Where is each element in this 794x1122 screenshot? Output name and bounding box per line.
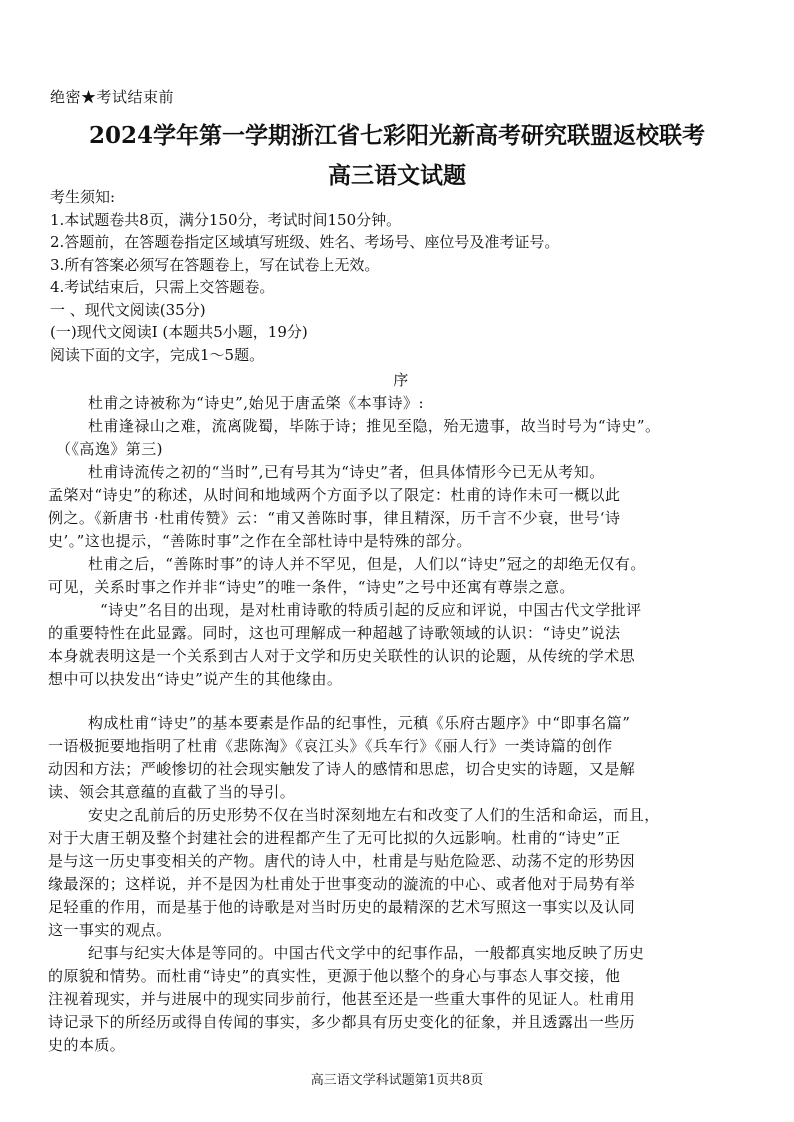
essay-line: “诗史”名目的出现，是对杜甫诗歌的特质引起的反应和评说，中国古代文学批评 — [100, 601, 642, 619]
essay-line: 杜甫逢禄山之难，流离陇蜀，毕陈于诗；推见至隐，殆无遗事，故当时号为“诗史”。 — [88, 417, 661, 435]
essay-line: 这一事实的观点。 — [48, 921, 172, 939]
essay-line: 诗记录下的所经历或得自传闻的事实，多少都具有历史变化的征象，并且透露出一些历 — [48, 1013, 636, 1031]
essay-line: 本身就表明这是一个关系到古人对于文学和历史关联性的认识的论题，从传统的学术思 — [48, 647, 636, 665]
secret-label: 绝密★考试结束前 — [50, 88, 175, 106]
essay-line: 读、领会其意蕴的直截了当的导引。 — [48, 783, 296, 801]
essay-title: 序 — [393, 371, 409, 389]
essay-line: 例之。《新唐书 ·杜甫传赞》云：“甫又善陈时事，律且精深，历千言不少衰，世号‘诗 — [48, 509, 621, 527]
essay-line: 足轻重的作用，而是基于他的诗歌是对当时历史的最精深的艺术写照这一事实以及认同 — [48, 898, 636, 916]
exam-subtitle: 高三语文试题 — [328, 162, 466, 189]
essay-line: 可见，关系时事之作并非“诗史”的唯一条件，“诗史”之号中还寓有尊崇之意。 — [48, 578, 575, 596]
essay-line: 缘最深的；这样说，并不是因为杜甫处于世事变动的漩流的中心、或者他对于局势有举 — [48, 875, 636, 893]
essay-body — [48, 369, 754, 691]
essay-line: 孟棨对“诗史”的称述，从时间和地域两个方面予以了限定：杜甫的诗作未可一概以此 — [48, 486, 621, 504]
essay-line: 史的本质。 — [48, 1036, 126, 1054]
notice-item: 1.本试题卷共8页，满分150分，考试时间150分钟。 — [50, 210, 402, 229]
notice-item: 4.考试结束后，只需上交答题卷。 — [50, 278, 275, 296]
section-heading: 一 、现代文阅读(35分) — [50, 300, 206, 319]
essay-line: 想中可以抉发出“诗史”说产生的其他缘由。 — [48, 670, 343, 688]
page-footer: 高三语文学科试题第1页共8页 — [310, 1073, 484, 1088]
essay-line: 安史之乱前后的历史形势不仅在当时深刻地左右和改变了人们的生活和命运，而且， — [88, 806, 660, 824]
essay-line: 一语极扼要地指明了杜甫《悲陈淘》《哀江头》《兵车行》《丽人行》一类诗篇的创作 — [48, 737, 613, 755]
essay-line: 的重要特性在此显露。同时，这也可理解成一种超越了诗歌领域的认识：“诗史”说法 — [48, 624, 621, 642]
essay-line: 注视着现实，并与进展中的现实同步前行，他甚至还是一些重大事件的见证人。杜甫用 — [48, 990, 636, 1008]
exam-title: 2024学年第一学期浙江省七彩阳光新高考研究联盟返校联考 — [88, 122, 705, 149]
subsection-heading: (一)现代文阅读I (本题共5小题，19分) — [50, 323, 308, 341]
notice-item: 3.所有答案必须写在答题卷上，写在试卷上无效。 — [50, 255, 380, 274]
essay-line: 纪事与纪实大体是等同的。中国古代文学中的纪事作品，一般都真实地反映了历史 — [88, 944, 645, 962]
notice-heading: 考生须知: — [50, 188, 116, 206]
essay-line: 是与这一历史事变相关的产物。唐代的诗人中，杜甫是与贴危险恶、动荡不定的形势因 — [48, 852, 636, 870]
essay-line: 史’。”这也提示，“善陈时事”之作在全部杜诗中是特殊的部分。 — [48, 532, 472, 550]
candidate-notice — [50, 186, 750, 366]
essay-line: 动因和方法；严峻惨切的社会现实触发了诗人的感情和思虑，切合史实的诗题，又是解 — [48, 760, 636, 778]
reading-instruction: 阅读下面的文字，完成1～5题。 — [50, 345, 265, 364]
essay-body-continued — [48, 712, 754, 1057]
essay-line: 杜甫诗流传之初的“当时”,已有号其为“诗史”者，但具体情形今已无从考知。 — [88, 463, 605, 481]
essay-line: 杜甫之诗被称为“诗史”,始见于唐孟棨《本事诗》: — [88, 394, 424, 412]
essay-line: 构成杜甫“诗史”的基本要素是作品的纪事性，元稹《乐府古题序》中“即事名篇” — [88, 714, 631, 732]
essay-line: 的原貌和情势。而杜甫“诗史”的真实性，更源于他以整个的身心与事态人事交接，他 — [48, 967, 621, 985]
notice-item: 2.答题前，在答题卷指定区域填写班级、姓名、考场号、座位号及准考证号。 — [50, 233, 560, 251]
essay-line: 对于大唐王朝及整个封建社会的进程都产生了无可比拟的久远影响。杜甫的“诗史”正 — [48, 829, 621, 847]
essay-line: 杜甫之后，“善陈时事”的诗人并不罕见，但是，人们以“诗史”冠之的却绝无仅有。 — [88, 555, 646, 573]
essay-line: （《高逸》第三) — [56, 440, 163, 458]
